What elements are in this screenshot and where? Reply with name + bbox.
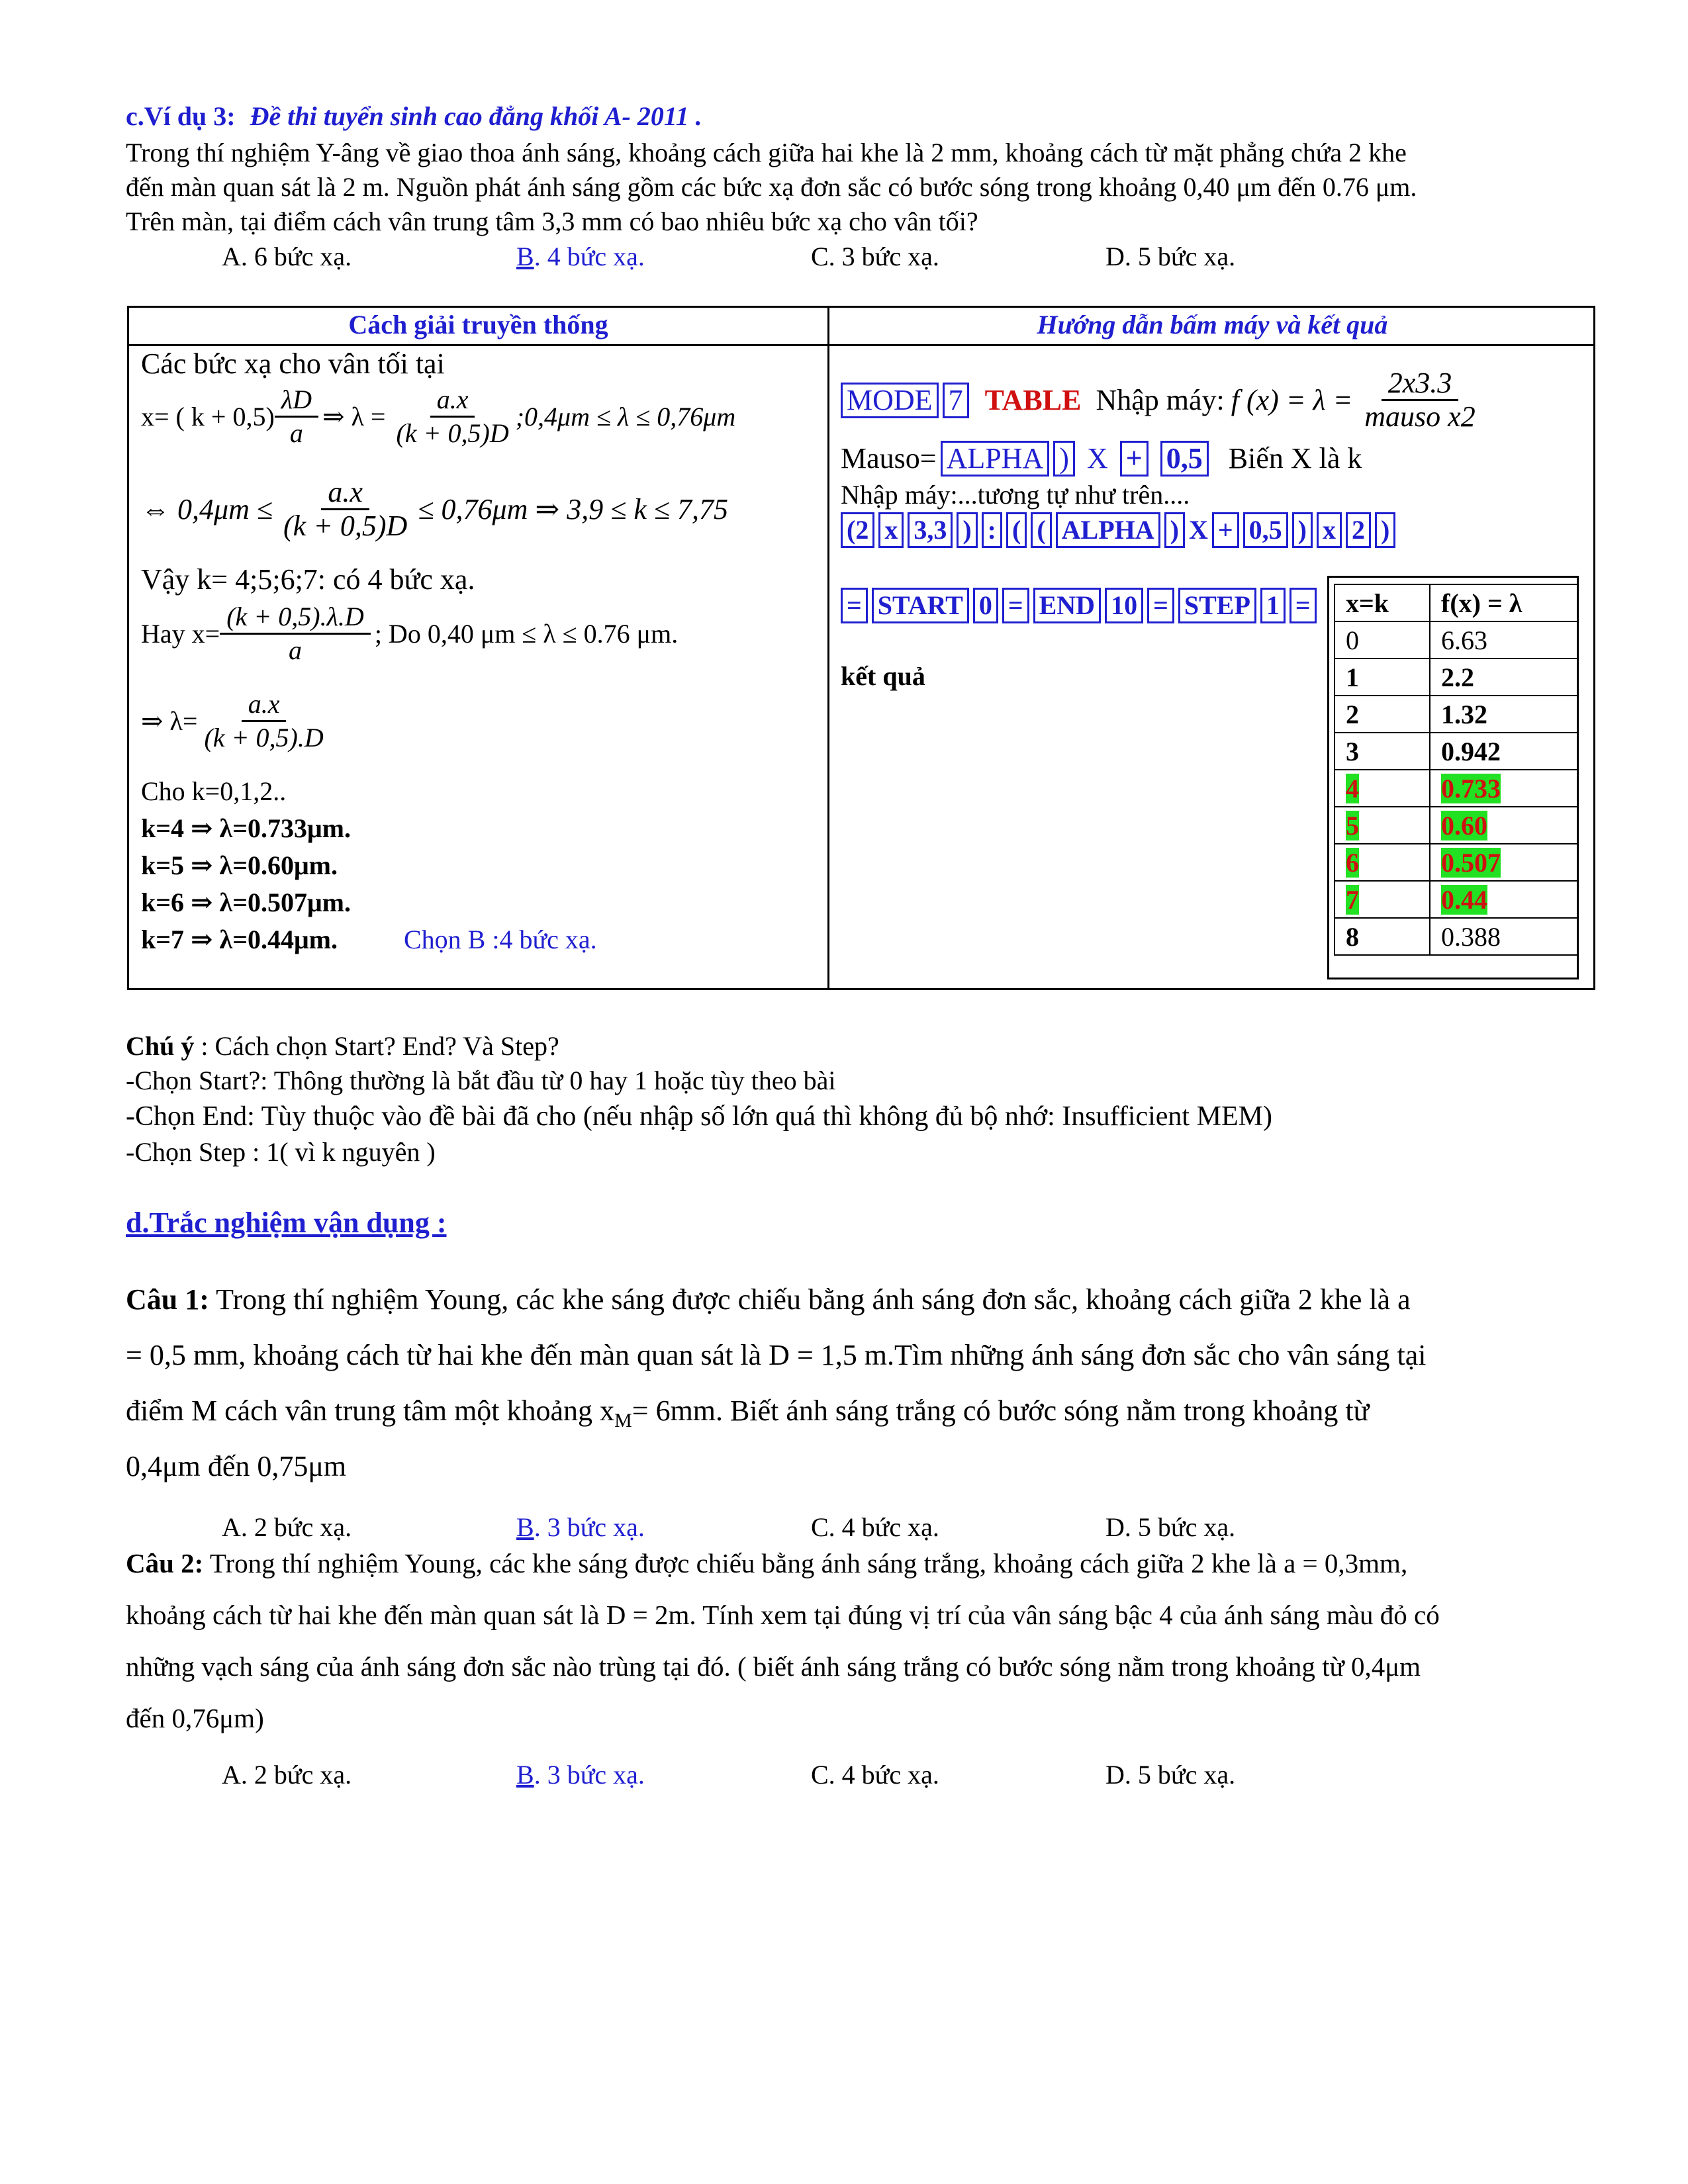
row-fx: 0.733 bbox=[1441, 773, 1501, 803]
row-fx: 0.942 bbox=[1430, 733, 1578, 770]
x-var: X bbox=[1086, 442, 1108, 475]
frac-den: a bbox=[289, 635, 302, 665]
left-header: Cách giải truyền thống bbox=[348, 310, 608, 340]
row-x: 1 bbox=[1335, 659, 1430, 696]
frac-num: a.x bbox=[242, 688, 287, 722]
example-option-c: C. 3 bức xạ. bbox=[811, 242, 939, 271]
example-option-a: A. 6 bức xạ. bbox=[222, 242, 352, 271]
option-b-text: . 3 bức xạ. bbox=[534, 1760, 645, 1790]
result-header-row bbox=[1335, 584, 1578, 621]
seven-key: 7 bbox=[943, 383, 969, 418]
table-row bbox=[1335, 696, 1578, 733]
example-line-3: Trên màn, tại điểm cách vân trung tâm 3,3 mm có bao nhiêu bức xạ cho vân tối? bbox=[126, 206, 978, 236]
q2-option-d: D. 5 bức xạ. bbox=[1105, 1760, 1236, 1790]
eq-key: = bbox=[1289, 588, 1317, 623]
seq-key: 0,5 bbox=[1243, 512, 1288, 548]
seq-key: 2 bbox=[1346, 512, 1371, 548]
q2-option-b bbox=[516, 1758, 645, 1792]
mauso-label: Mauso= bbox=[841, 442, 937, 475]
ten-key: 10 bbox=[1105, 588, 1143, 623]
seq-key: ) bbox=[957, 512, 977, 548]
section-d-heading: d.Trắc nghiệm vận dụng : bbox=[126, 1206, 447, 1239]
formula-lambda bbox=[141, 688, 330, 754]
eq-key: = bbox=[1147, 588, 1174, 623]
arrow-lambda: ⇒ λ = bbox=[322, 401, 386, 432]
table-row bbox=[1335, 918, 1578, 955]
table-row bbox=[1335, 733, 1578, 770]
result-k7: k=7 ⇒ λ=0.44μm. bbox=[141, 925, 338, 954]
formula-hay bbox=[141, 601, 678, 666]
table-word: TABLE bbox=[984, 383, 1082, 416]
row-fx: 0.507 bbox=[1441, 847, 1501, 878]
cho-k: Cho k=0,1,2.. bbox=[141, 776, 287, 806]
fraction-lamD-a bbox=[275, 384, 318, 449]
formula-x bbox=[141, 384, 735, 449]
frac-num: (k + 0,5).λ.D bbox=[220, 601, 371, 635]
eq-key: = bbox=[841, 588, 868, 623]
q1-subscript: M bbox=[614, 1409, 632, 1432]
key-sequence bbox=[841, 512, 1399, 548]
fraction-ineq bbox=[277, 477, 414, 542]
choose-answer: Chọn B :4 bức xạ. bbox=[404, 925, 597, 954]
example-heading bbox=[126, 99, 702, 134]
q2-line-4: đến 0,76μm) bbox=[126, 1703, 264, 1733]
end-key: END bbox=[1033, 588, 1101, 623]
zero-key: 0 bbox=[973, 588, 998, 623]
q2-text: Trong thí nghiệm Young, các khe sáng được chiếu bằng ánh sáng trắng, khoảng cách giữa 2 khe là a = 0,3mm, bbox=[203, 1548, 1408, 1578]
note-label: Chú ý bbox=[126, 1031, 195, 1061]
plus-key: + bbox=[1120, 441, 1149, 477]
eq-key: = bbox=[1002, 588, 1029, 623]
row-fx: 2.2 bbox=[1430, 659, 1578, 696]
row-x: 7 bbox=[1346, 884, 1359, 915]
example-option-d: D. 5 bức xạ. bbox=[1105, 242, 1236, 271]
row-fx: 0.44 bbox=[1441, 884, 1487, 915]
right-header: Hướng dẫn bấm máy và kết quả bbox=[1037, 310, 1388, 340]
conclusion: Vậy k= 4;5;6;7: có 4 bức xạ. bbox=[141, 563, 475, 596]
seq-key: ALPHA bbox=[1056, 512, 1160, 548]
q1-label: Câu 1: bbox=[126, 1283, 209, 1316]
result-table bbox=[1334, 584, 1579, 956]
example-line-2: đến màn quan sát là 2 m. Nguồn phát ánh sáng gồm các bức xạ đơn sắc có bước sóng trong khoảng 0,40 μm đến 0.76 μm. bbox=[126, 172, 1417, 202]
inequality bbox=[141, 477, 728, 542]
row-fx: 0.388 bbox=[1430, 918, 1578, 955]
step-key: STEP bbox=[1178, 588, 1256, 623]
row-x: 4 bbox=[1346, 773, 1359, 803]
half-key: 0,5 bbox=[1160, 441, 1209, 477]
q1-option-d: D. 5 bức xạ. bbox=[1105, 1512, 1236, 1542]
header-x: x=k bbox=[1335, 584, 1430, 621]
mode-line bbox=[841, 367, 1482, 433]
q2-line-3: những vạch sáng của ánh sáng đơn sắc nào trùng tại đó. ( biết ánh sáng trắng có bước sóng nằm trong khoảng từ 0,4μm bbox=[126, 1651, 1421, 1682]
row-fx: 0.60 bbox=[1441, 810, 1487, 841]
row-x: 3 bbox=[1335, 733, 1430, 770]
table-row-highlight bbox=[1335, 844, 1578, 881]
row-x: 2 bbox=[1335, 696, 1430, 733]
note-first: : Cách chọn Start? End? Và Step? bbox=[194, 1031, 559, 1061]
fraction-hay bbox=[220, 601, 371, 666]
q1-text-a: điểm M cách vân trung tâm một khoảng x bbox=[126, 1394, 615, 1427]
start-key: START bbox=[872, 588, 969, 623]
frac-num: λD bbox=[275, 384, 318, 418]
nhap2-line: Nhập máy:...tương tự như trên.... bbox=[841, 480, 1190, 510]
table-row-highlight bbox=[1335, 770, 1578, 807]
note-line-1 bbox=[126, 1029, 559, 1064]
header-fx: f(x) = λ bbox=[1430, 584, 1578, 621]
nhap-label: Nhập máy: bbox=[1096, 383, 1225, 416]
example-option-b bbox=[516, 240, 645, 274]
q1-option-b bbox=[516, 1510, 645, 1545]
q1-text-b: = 6mm. Biết ánh sáng trắng có bước sóng nằm trong khoảng từ bbox=[632, 1394, 1370, 1427]
frac-den: mauso x2 bbox=[1364, 400, 1476, 433]
row-x: 5 bbox=[1346, 810, 1359, 841]
q1-option-c: C. 4 bức xạ. bbox=[811, 1512, 939, 1542]
rparen-key: ) bbox=[1053, 441, 1075, 477]
note-line-3: -Chọn End: Tùy thuộc vào đề bài đã cho (nếu nhập số lớn quá thì không đủ bộ nhớ: Insufficient MEM) bbox=[126, 1101, 1272, 1132]
example-label: c.Ví dụ 3: bbox=[126, 101, 236, 131]
q1-line-2: = 0,5 mm, khoảng cách từ hai khe đến màn quan sát là D = 1,5 m.Tìm những ánh sáng đơn sắc cho vân sáng tại bbox=[126, 1339, 1427, 1371]
seq-key: ( bbox=[1031, 512, 1051, 548]
option-b-letter: B bbox=[516, 1760, 534, 1790]
mode-key: MODE bbox=[841, 383, 939, 418]
hay-suffix: ; Do 0,40 μm ≤ λ ≤ 0.76 μm. bbox=[374, 618, 679, 649]
seq-key: + bbox=[1212, 512, 1239, 548]
q2-line-1 bbox=[126, 1546, 1407, 1580]
seq-key: x bbox=[878, 512, 904, 548]
note-line-4: -Chọn Step : 1( vì k nguyên ) bbox=[126, 1137, 436, 1167]
lam-prefix: ⇒ λ= bbox=[141, 705, 198, 736]
seq-key: ( bbox=[1006, 512, 1027, 548]
ineq-left: ⇔ 0,4μm ≤ bbox=[141, 492, 273, 525]
row-fx: 6.63 bbox=[1430, 621, 1578, 659]
table-row bbox=[1335, 621, 1578, 659]
left-intro: Các bức xạ cho vân tối tại bbox=[141, 347, 445, 380]
result-table-wrap bbox=[1334, 584, 1579, 956]
seq-key: 3,3 bbox=[908, 512, 953, 548]
table-divider bbox=[827, 306, 829, 990]
q2-label: Câu 2: bbox=[126, 1548, 204, 1578]
frac-den: (k + 0,5)D bbox=[283, 510, 408, 542]
option-b-text: . 3 bức xạ. bbox=[534, 1512, 645, 1542]
note-line-2: -Chọn Start?: Thông thường là bắt đầu từ 0 hay 1 hoặc tùy theo bài bbox=[126, 1066, 836, 1095]
table-row-highlight bbox=[1335, 807, 1578, 844]
row-x: 6 bbox=[1346, 847, 1359, 878]
option-b-letter: B bbox=[516, 242, 534, 271]
q2-option-a: A. 2 bức xạ. bbox=[222, 1760, 352, 1790]
seq-key: : bbox=[982, 512, 1002, 548]
result-k5: k=5 ⇒ λ=0.60μm. bbox=[141, 850, 338, 880]
fraction-ax bbox=[389, 384, 515, 449]
frac-den: a bbox=[289, 418, 303, 448]
q2-line-2: khoảng cách từ hai khe đến màn quan sát là D = 2m. Tính xem tại đúng vị trí của vân sáng bậc 4 của ánh sáng màu đỏ có bbox=[126, 1600, 1440, 1630]
frac-num: 2x3.3 bbox=[1382, 367, 1459, 401]
fraction-lambda bbox=[197, 688, 330, 754]
seq-key: ) bbox=[1375, 512, 1395, 548]
frac-den: (k + 0,5)D bbox=[396, 418, 509, 448]
bien-label: Biến X là k bbox=[1228, 442, 1362, 475]
q1-text: Trong thí nghiệm Young, các khe sáng được chiếu bằng ánh sáng đơn sắc, khoảng cách giữa 2 khe là a bbox=[209, 1283, 1411, 1316]
q1-line-3 bbox=[126, 1394, 1369, 1438]
hay-prefix: Hay x= bbox=[141, 618, 220, 649]
option-b-letter: B bbox=[516, 1512, 534, 1542]
row-x: 0 bbox=[1335, 621, 1430, 659]
alpha-key: ALPHA bbox=[941, 441, 1050, 477]
q2-option-c: C. 4 bức xạ. bbox=[811, 1760, 939, 1790]
seq-key: (2 bbox=[841, 512, 874, 548]
option-b-text: . 4 bức xạ. bbox=[534, 242, 645, 271]
q1-line-4: 0,4μm đến 0,75μm bbox=[126, 1450, 347, 1482]
one-key: 1 bbox=[1260, 588, 1286, 623]
table-header-line bbox=[127, 344, 1595, 346]
table-row-highlight bbox=[1335, 881, 1578, 918]
mauso-line bbox=[841, 441, 1362, 477]
result-k4: k=4 ⇒ λ=0.733μm. bbox=[141, 813, 351, 843]
ket-qua-label: kết quả bbox=[841, 661, 925, 691]
x-prefix: x= ( k + 0,5) bbox=[141, 401, 275, 432]
frac-num: a.x bbox=[321, 477, 369, 510]
example-line-1: Trong thí nghiệm Y-âng về giao thoa ánh sáng, khoảng cách giữa hai khe là 2 mm, khoảng cách từ mặt phẳng chứa 2 khe bbox=[126, 138, 1407, 167]
q1-line-1 bbox=[126, 1283, 1594, 1317]
fx-label: f (x) = λ = bbox=[1231, 383, 1353, 416]
frac-den: (k + 0,5).D bbox=[204, 723, 324, 752]
row-x: 8 bbox=[1335, 918, 1430, 955]
ineq-right: ≤ 0,76μm ⇒ 3,9 ≤ k ≤ 7,75 bbox=[418, 492, 729, 525]
example-source: Đề thi tuyển sinh cao đẳng khối A- 2011 . bbox=[250, 101, 702, 131]
seq-key: x bbox=[1317, 512, 1342, 548]
table-row bbox=[1335, 659, 1578, 696]
seq-x: X bbox=[1188, 515, 1208, 545]
seq-key: ) bbox=[1292, 512, 1313, 548]
q1-option-a: A. 2 bức xạ. bbox=[222, 1512, 352, 1542]
range-text: ;0,4μm ≤ λ ≤ 0,76μm bbox=[515, 401, 736, 432]
fraction-fx bbox=[1358, 367, 1481, 433]
start-end-step bbox=[841, 588, 1321, 623]
row-fx: 1.32 bbox=[1430, 696, 1578, 733]
frac-num: a.x bbox=[430, 384, 475, 418]
result-k6: k=6 ⇒ λ=0.507μm. bbox=[141, 887, 351, 917]
seq-key: ) bbox=[1164, 512, 1185, 548]
